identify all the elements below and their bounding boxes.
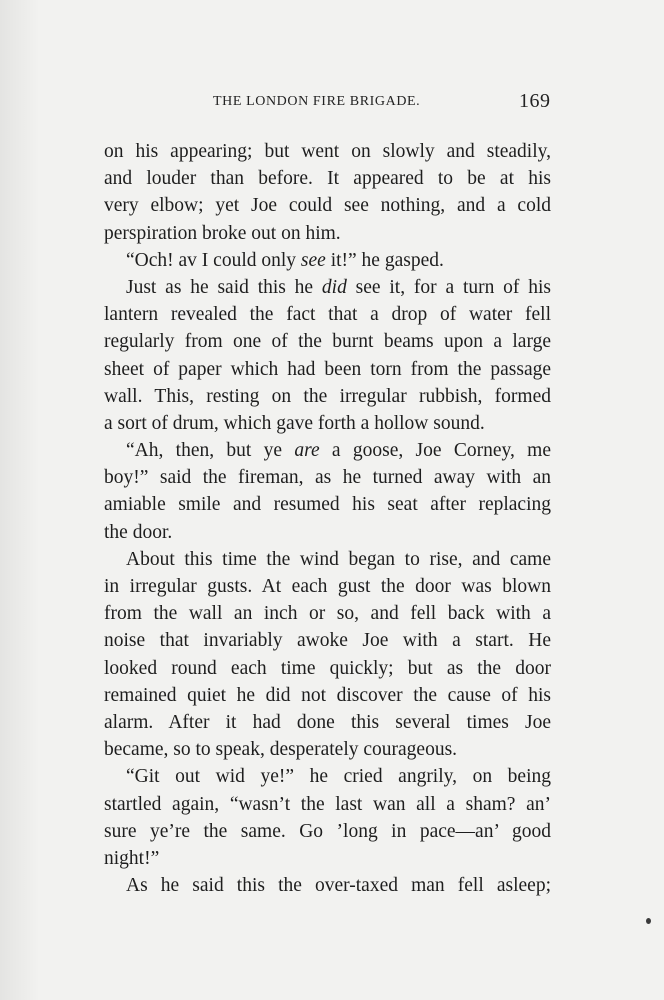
text-line: About this time the wind began to rise, and came [126,548,551,570]
text-line: “Git out wid ye!” he cried angrily, on being [126,766,551,788]
text-line: very elbow; yet Joe could see nothing, and a cold [104,195,551,217]
text-line: night!” [104,847,160,869]
text-line: in irregular gusts. At each gust the door was blown [104,576,551,597]
text-line: from the wall an inch or so, and fell back with a [104,603,551,625]
text-line: wall. This, resting on the irregular rubbish, formed [104,385,551,407]
text-line: the door. [104,521,173,543]
text-line: looked round each time quickly; but as the door [104,657,551,679]
text-line: As he said this the over-taxed man fell asleep; [126,875,551,897]
text-line: lantern revealed the fact that a drop of water fell [104,304,551,326]
text-line: sheet of paper which had been torn from the passage [104,358,551,380]
running-head [0,88,664,118]
text-line: amiable smile and resumed his seat after replacing [104,494,551,516]
text-line: on his appearing; but went on slowly and steadily, [104,141,551,162]
text-line: perspiration broke out on him. [104,222,341,244]
body-text [104,138,551,899]
text-line: remained quiet he did not discover the cause of his [104,684,551,706]
text-line: a sort of drum, which gave forth a hollow sound. [104,412,485,434]
text-line: Just as he said this he did see it, for a turn of his [126,276,552,298]
text-line: sure ye’re the same. Go ’long in pace—an’ good [104,820,551,842]
text-line: regularly from one of the burnt beams upon a large [104,331,551,353]
text-line: noise that invariably awoke Joe with a start. He [104,630,551,652]
text-line: “Ah, then, but ye are a goose, Joe Corney, me [126,440,551,462]
text-line: became, so to speak, desperately courageous. [104,739,458,761]
ink-speck [646,918,651,924]
text-line: startled again, “wasn’t the last wan all a sham? an’ [104,793,551,815]
text-line: and louder than before. It appeared to be at his [104,168,551,190]
text-line: boy!” said the fireman, as he turned away with an [104,467,551,489]
running-title: THE LONDON FIRE BRIGADE. [213,94,421,109]
page-number: 169 [519,90,551,112]
text-line: “Och! av I could only see it!” he gasped. [126,249,444,271]
text-line: alarm. After it had done this several times Joe [104,711,551,733]
